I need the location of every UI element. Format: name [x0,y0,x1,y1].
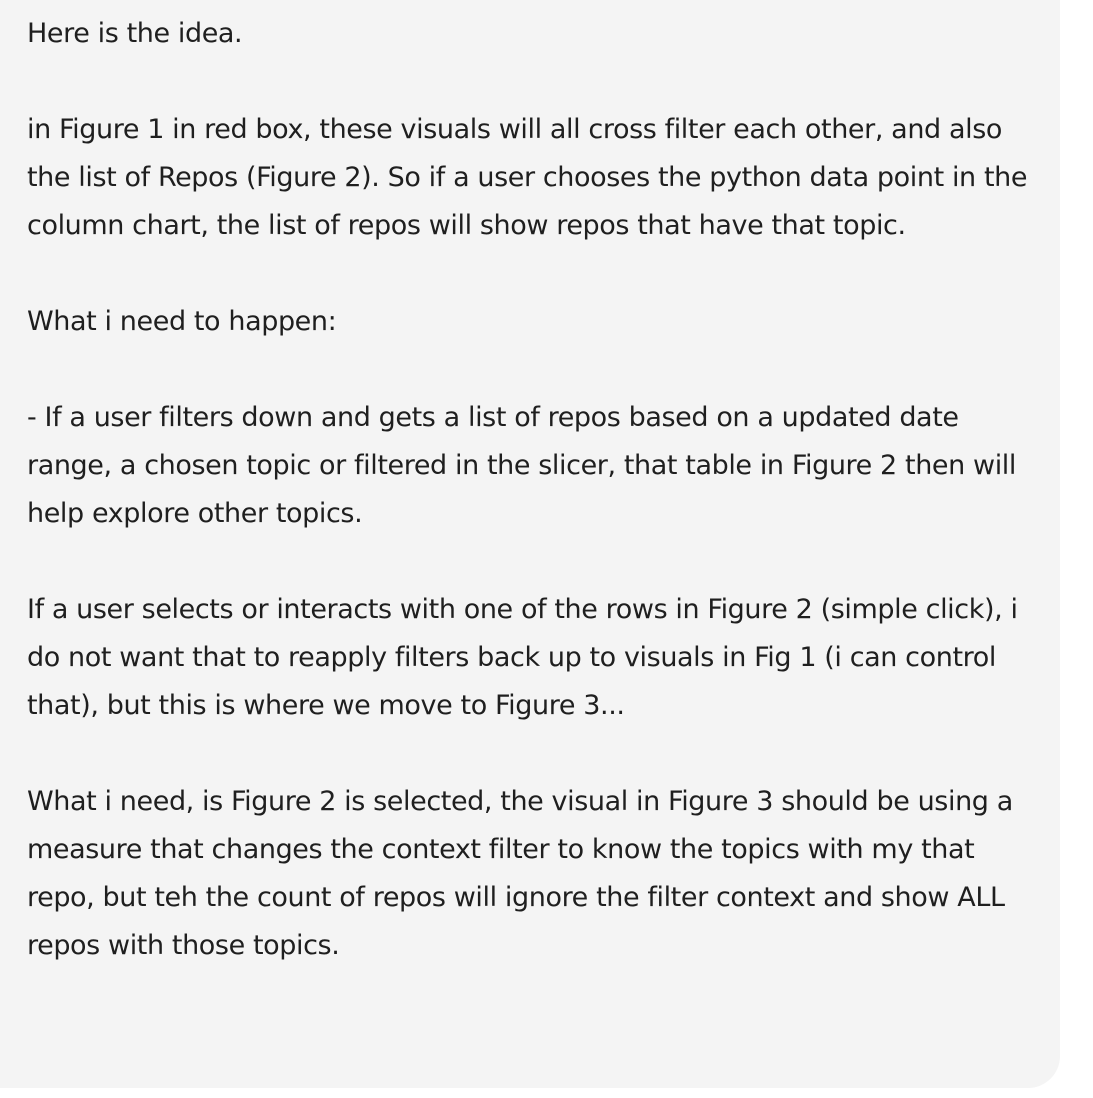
message-paragraph-measure: What i need, is Figure 2 is selected, the visual in Figure 3 should be using a measure that changes the context filter to know the topics with my that repo, but teh the count of repos will ignore the filter context and show ALL repos with those topics. [27,786,1013,961]
message-paragraph-figure1: in Figure 1 in red box, these visuals will all cross filter each other, and also the list of Repos (Figure 2). So if a user chooses the python data point in the column chart, the list of repos will show repos that have that topic. [27,114,1028,241]
message-paragraph-need-heading: What i need to happen: [27,306,337,337]
message-paragraph-selection: If a user selects or interacts with one of the rows in Figure 2 (simple click), i do not want that to reapply filters back up to visuals in Fig 1 (i can control that), but this is where we move to Figure 3... [27,594,1018,721]
message-paragraph-filter: - If a user filters down and gets a list of repos based on a updated date range, a chosen topic or filtered in the slicer, that table in Figure 2 then will help explore other topics. [27,402,1016,529]
message-paragraph-intro: Here is the idea. [27,18,243,49]
